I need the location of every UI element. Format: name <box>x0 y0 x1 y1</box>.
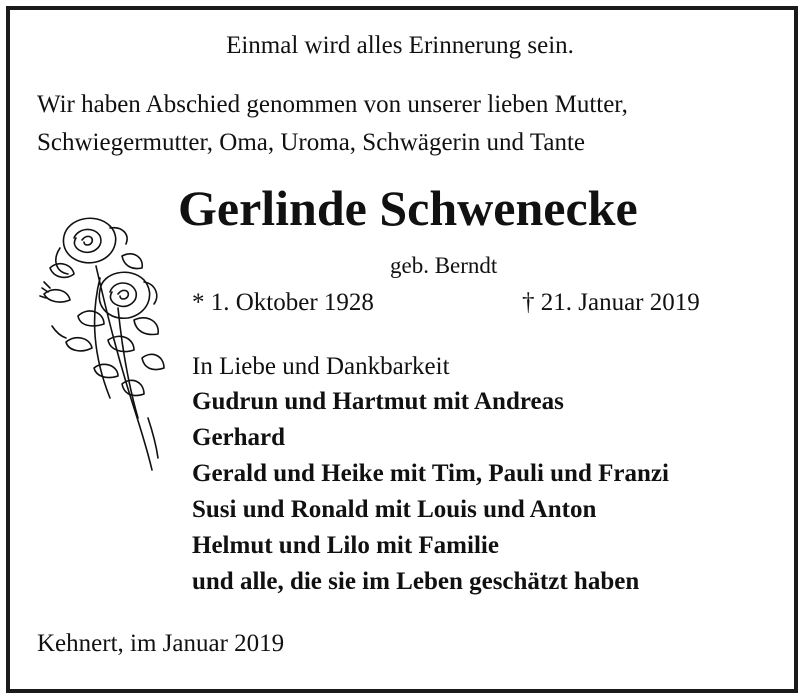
intro-line-2: Schwiegermutter, Oma, Uroma, Schwägerin und Tante <box>37 129 586 156</box>
death-date: † 21. Januar 2019 <box>522 289 700 316</box>
rose-bouquet-icon <box>38 208 168 478</box>
motto: Einmal wird alles Erinnerung sein. <box>226 32 574 59</box>
love-line: In Liebe und Dankbarkeit <box>192 353 450 380</box>
mourner-line: und alle, die sie im Leben geschätzt haben <box>192 568 640 595</box>
mourner-line: Gudrun und Hartmut mit Andreas <box>192 388 564 415</box>
mourner-line: Gerhard <box>192 424 286 451</box>
mourners-list <box>192 389 669 605</box>
intro-line-1: Wir haben Abschied genommen von unserer lieben Mutter, <box>37 91 628 118</box>
mourner-line: Susi und Ronald mit Louis und Anton <box>192 496 597 523</box>
mourner-line: Gerald und Heike mit Tim, Pauli und Franzi <box>192 460 669 487</box>
place-and-date: Kehnert, im Januar 2019 <box>37 630 285 657</box>
birth-date: * 1. Oktober 1928 <box>192 289 374 316</box>
deceased-name: Gerlinde Schwenecke <box>178 180 638 236</box>
maiden-name: geb. Berndt <box>390 253 498 278</box>
mourner-line: Helmut und Lilo mit Familie <box>192 532 499 559</box>
